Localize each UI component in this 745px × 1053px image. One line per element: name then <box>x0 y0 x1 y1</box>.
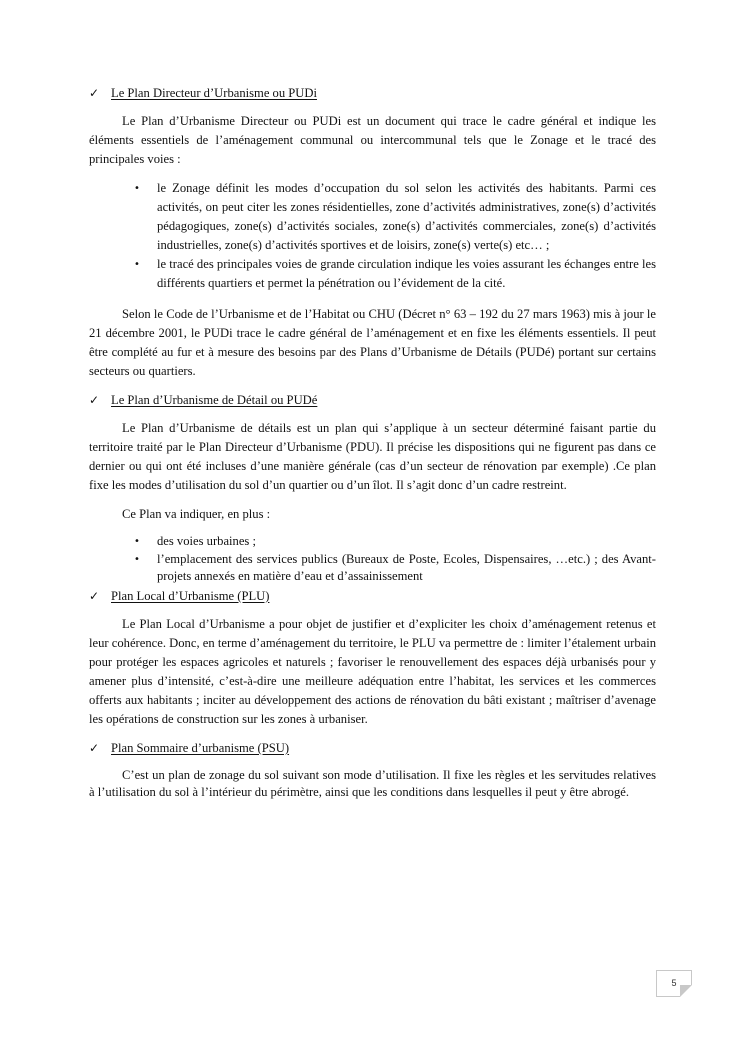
list-item <box>134 551 656 586</box>
paragraph: C’est un plan de zonage du sol suivant son mode d’utilisation. Il fixe les règles et les servitudes relatives à l’utilisation du sol à l’intérieur du périmètre, ainsi que les conditions dans lesquelles il peut y être abrogé. <box>89 767 656 799</box>
checkmark-icon: ✓ <box>89 86 100 100</box>
page-number: 5 <box>656 970 692 997</box>
bullet-list <box>89 533 656 586</box>
paragraph: Ce Plan va indiquer, en plus : <box>122 507 271 521</box>
list-item-text: l’emplacement des services publics (Bureaux de Poste, Ecoles, Dispensaires, …etc.) ; des Avant-projets annexés en matière d’eau et d’assainissement <box>157 551 656 583</box>
bullet-icon: • <box>134 536 140 547</box>
heading-text: Le Plan Directeur d’Urbanisme ou PUDi <box>111 86 317 100</box>
list-item-text: le tracé des principales voies de grande circulation indique les voies assurant les échanges entre les différents quartiers et permet la pénétration ou l’évidement de la cité. <box>157 257 656 290</box>
list-item <box>134 179 656 255</box>
paragraph: Le Plan Local d’Urbanisme a pour objet de justifier et d’expliciter les choix d’aménagement retenus et leur cohérence. Donc, en terme d’aménagement du territoire, le PLU va permettre de : limiter l’étalement urbain pour protéger les espaces agricoles et naturels ; favoriser le renouvellement des espaces déjà urbanisés pour y amener plus d’intensité, c’est-à-dire une meilleure adéquation entre l’habitat, les services et les commerces offerts aux habitants ; inciter au développement des actions de rénovation du bâti existant ; maîtriser d’avenage les opérations de construction sur les zones à urbaniser. <box>89 616 656 726</box>
checkmark-icon: ✓ <box>89 740 100 755</box>
checkmark-icon: ✓ <box>89 393 100 407</box>
paragraph: Selon le Code de l’Urbanisme et de l’Habitat ou CHU (Décret n° 63 – 192 du 27 mars 1963) mis à jour le 21 décembre 2001, le PUDi trace le cadre général de l’aménagement et en fixe les éléments essentiels. Il peut être complété au fur et à mesure des besoins par des Plans d’Urbanisme de Détails (PUDé) portant sur certains secteurs ou quartiers. <box>89 307 656 378</box>
section-heading-plu <box>89 587 656 606</box>
paragraph: Le Plan d’Urbanisme de détails est un plan qui s’applique à un secteur déterminé faisant partie du territoire traité par le Plan Directeur d’Urbanisme (PDU). Il précise les dispositions qui ne figurent pas dans ce dernier ou qui ont été incluses d’une manière générale (cas d’un secteur de rénovation par exemple) .Ce plan fixe les modes d’utilisation du sol d’un quartier ou d’un îlot. Il s’agit donc d’un cadre restreint. <box>89 421 656 492</box>
bullet-icon: • <box>134 259 140 270</box>
checkmark-icon: ✓ <box>89 588 100 603</box>
paragraph: Le Plan d’Urbanisme Directeur ou PUDi est un document qui trace le cadre général et indique les éléments essentiels de l’aménagement communal ou intercommunal tels que le Zonage et le tracé des principales voies : <box>89 114 656 166</box>
page-content <box>89 84 656 811</box>
list-item <box>134 533 656 551</box>
list-item <box>134 255 656 293</box>
heading-text: Plan Local d’Urbanisme (PLU) <box>111 588 270 603</box>
heading-text: Le Plan d’Urbanisme de Détail ou PUDé <box>111 393 318 407</box>
list-item-text: des voies urbaines ; <box>157 534 256 548</box>
heading-text: Plan Sommaire d’urbanisme (PSU) <box>111 740 290 755</box>
bullet-list <box>89 179 656 293</box>
bullet-icon: • <box>134 553 140 565</box>
list-item-text: le Zonage définit les modes d’occupation du sol selon les activités des habitants. Parmi ces activités, on peut citer les zones résidentielles, zone d’activités administratives, zone(s) d’activités pédagogiques, zone(s) d’activités sociales, zone(s) d’activités commerciales, zone(s) d’activités industrielles, zone(s) d’activités sportives et de loisirs, zone(s) verte(s) etc… ; <box>157 181 656 252</box>
section-heading-pude <box>89 391 656 410</box>
bullet-icon: • <box>134 183 140 194</box>
section-heading-pudi <box>89 84 656 103</box>
section-heading-psu <box>89 739 656 758</box>
